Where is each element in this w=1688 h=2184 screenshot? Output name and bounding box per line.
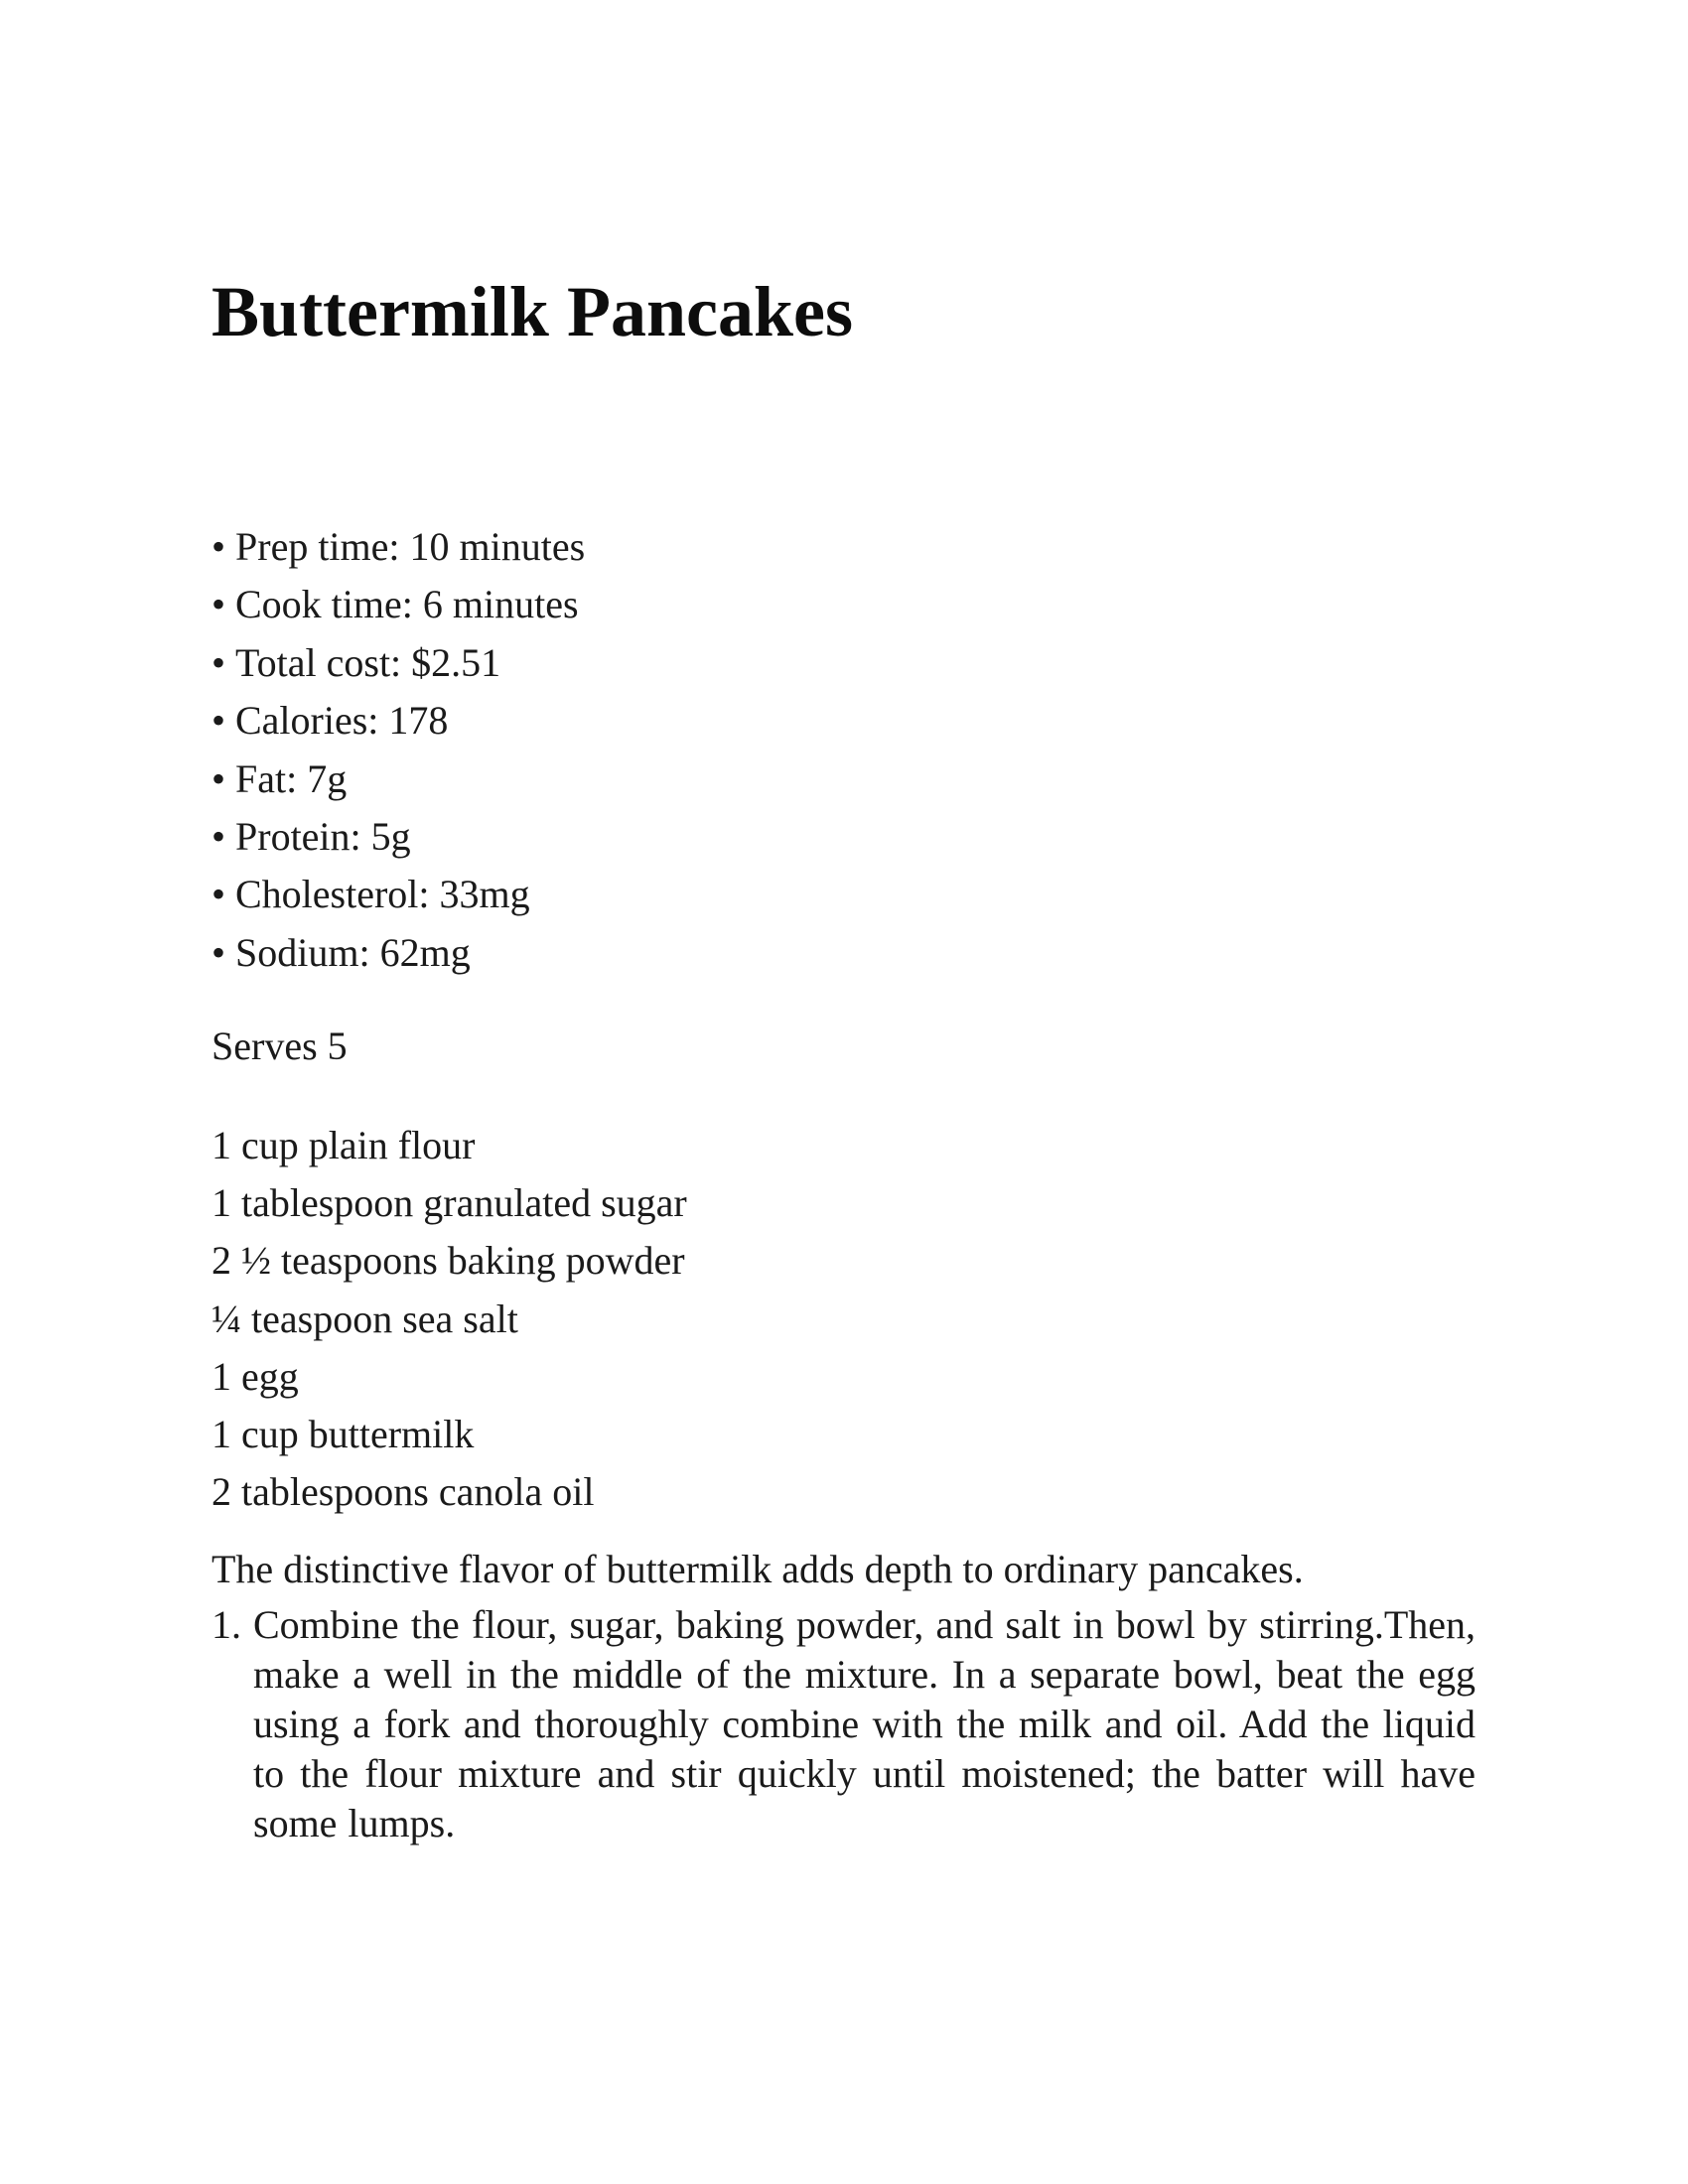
recipe-intro: The distinctive flavor of buttermilk adds depth to ordinary pancakes.	[211, 1547, 1304, 1591]
bullet-icon: •	[211, 755, 226, 801]
ingredients-list	[211, 1117, 687, 1521]
stat-calories: • Calories: 178	[211, 692, 585, 750]
stat-total-cost: • Total cost: $2.51	[211, 634, 585, 692]
recipe-title: Buttermilk Pancakes	[211, 272, 853, 351]
ingredient-item: 1 cup buttermilk	[211, 1412, 475, 1457]
instructions-list	[211, 1600, 1476, 1848]
bullet-icon: •	[211, 814, 226, 860]
ingredient-item: 2 tablespoons canola oil	[211, 1469, 595, 1515]
stat-sodium: • Sodium: 62mg	[211, 924, 585, 982]
bullet-icon: •	[211, 639, 226, 685]
step-number: 1.	[211, 1602, 241, 1647]
bullet-icon: •	[211, 698, 226, 744]
stat-protein: • Protein: 5g	[211, 808, 585, 866]
bullet-icon: •	[211, 524, 226, 569]
instruction-step	[211, 1600, 1476, 1848]
recipe-stats-list	[211, 518, 585, 982]
stat-prep-time: • Prep time: 10 minutes	[211, 518, 585, 576]
ingredient-item: 2 ½ teaspoons baking powder	[211, 1238, 685, 1284]
bullet-icon: •	[211, 582, 226, 627]
ingredient-item: ¼ teaspoon sea salt	[211, 1296, 518, 1341]
servings: Serves 5	[211, 1024, 348, 1068]
stat-cholesterol: • Cholesterol: 33mg	[211, 866, 585, 923]
ingredient-item: 1 egg	[211, 1353, 299, 1399]
stat-cook-time: • Cook time: 6 minutes	[211, 576, 585, 633]
stat-fat: • Fat: 7g	[211, 751, 585, 808]
ingredient-item: 1 cup plain flour	[211, 1123, 476, 1167]
ingredient-item: 1 tablespoon granulated sugar	[211, 1180, 687, 1226]
bullet-icon: •	[211, 872, 226, 917]
bullet-icon: •	[211, 929, 226, 975]
step-text: Combine the flour, sugar, baking powder, and salt in bowl by stirring.Then, make a well in the middle of the mixture. In a separate bowl, beat the egg using a fork and thoroughly combine with the milk and oil. Add the liquid to the flour mixture and stir quickly until moistened; the batter will have some lumps.	[253, 1602, 1476, 1845]
